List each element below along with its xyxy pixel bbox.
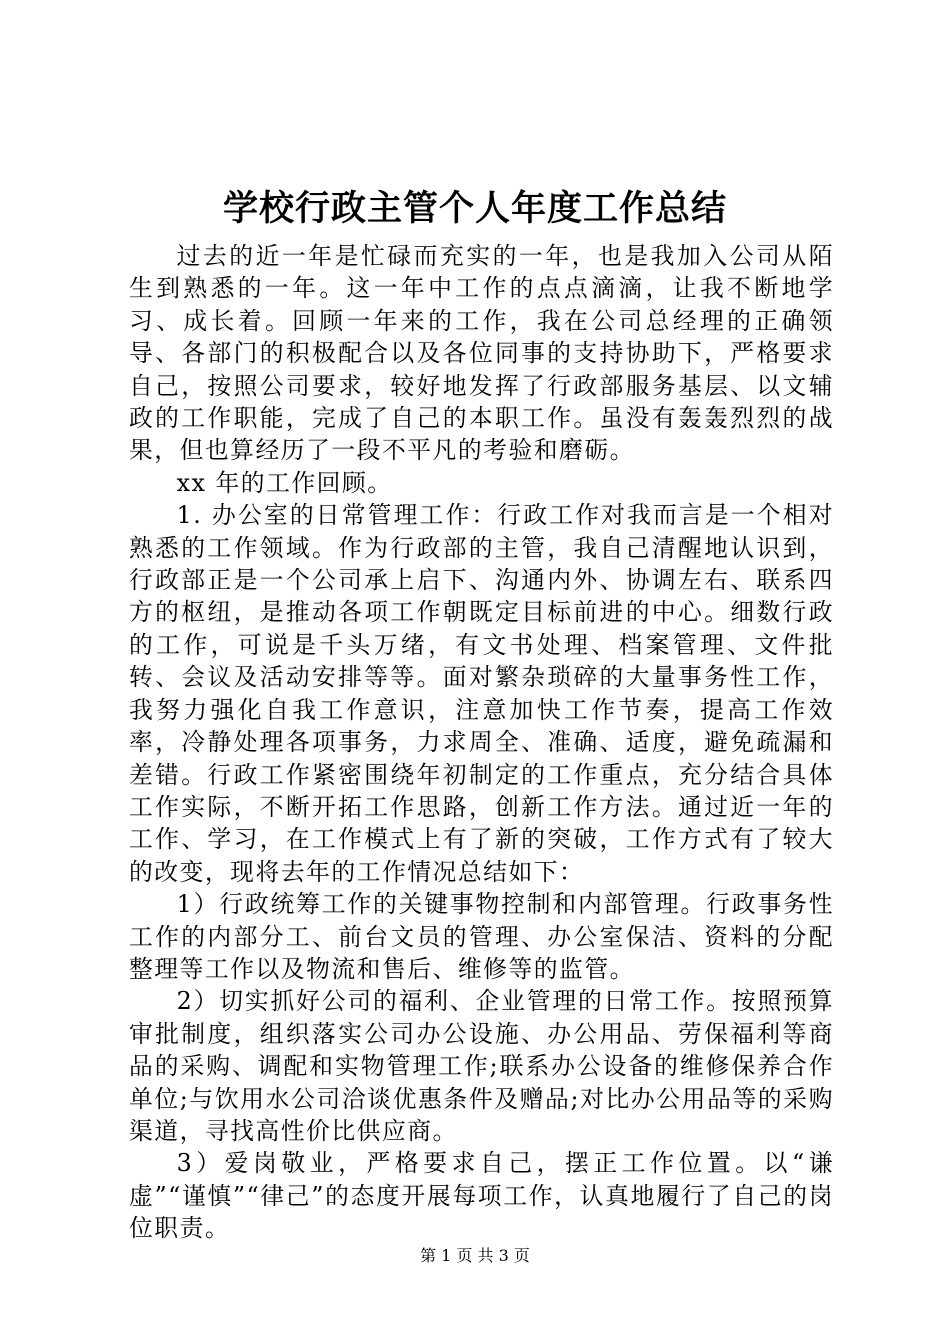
paragraph-section-1: 1. 办公室的日常管理工作：行政工作对我而言是一个相对熟悉的工作领域。作为行政部的主管，我自己清醒地认识到，行政部正是一个公司承上启下、沟通内外、协调左右、联系四方的枢纽，是推动各项工作朝既定目标前进的中心。细数行政的工作，可说是千头万绪，有文书处理、档案管理、文件批转、会议及活动安排等等。面对繁杂琐碎的大量事务性工作，我努力强化自我工作意识，注意加快工作节奏，提高工作效率，冷静处理各项事务，力求周全、准确、适度，避免疏漏和差错。行政工作紧密围绕年初制定的工作重点，充分结合具体工作实际，不断开拓工作思路，创新工作方法。通过近一年的工作、学习，在工作模式上有了新的突破，工作方式有了较大的改变，现将去年的工作情况总结如下：	[129, 501, 834, 886]
paragraph-item-3: 3）爱岗敬业，严格要求自己，摆正工作位置。以“谦虚”“谨慎”“律己”的态度开展每项工作，认真地履行了自己的岗位职责。	[129, 1149, 834, 1243]
document-body	[129, 240, 834, 1245]
paragraph-item-1: 1）行政统筹工作的关键事物控制和内部管理。行政事务性工作的内部分工、前台文员的管理、办公室保洁、资料的分配整理等工作以及物流和售后、维修等的监管。	[129, 890, 834, 983]
paragraph-item-2: 2）切实抓好公司的福利、企业管理的日常工作。按照预算审批制度，组织落实公司办公设施、办公用品、劳保福利等商品的采购、调配和实物管理工作;联系办公设备的维修保养合作单位;与饮用水公司洽谈优惠条件及赠品;对比办公用品等的采购渠道，寻找高性价比供应商。	[129, 987, 834, 1145]
paragraph-review-heading: xx 年的工作回顾。	[176, 468, 393, 497]
document-title: 学校行政主管个人年度工作总结	[222, 188, 727, 229]
page-number-footer: 第 1 页 共 3 页	[420, 1246, 530, 1265]
paragraph-intro: 过去的近一年是忙碌而充实的一年，也是我加入公司从陌生到熟悉的一年。这一年中工作的点点滴滴，让我不断地学习、成长着。回顾一年来的工作，我在公司总经理的正确领导、各部门的积极配合以及各位同事的支持协助下，严格要求自己，按照公司要求，较好地发挥了行政部服务基层、以文辅政的工作职能，完成了自己的本职工作。虽没有轰轰烈烈的战果，但也算经历了一段不平凡的考验和磨砺。	[129, 242, 834, 465]
